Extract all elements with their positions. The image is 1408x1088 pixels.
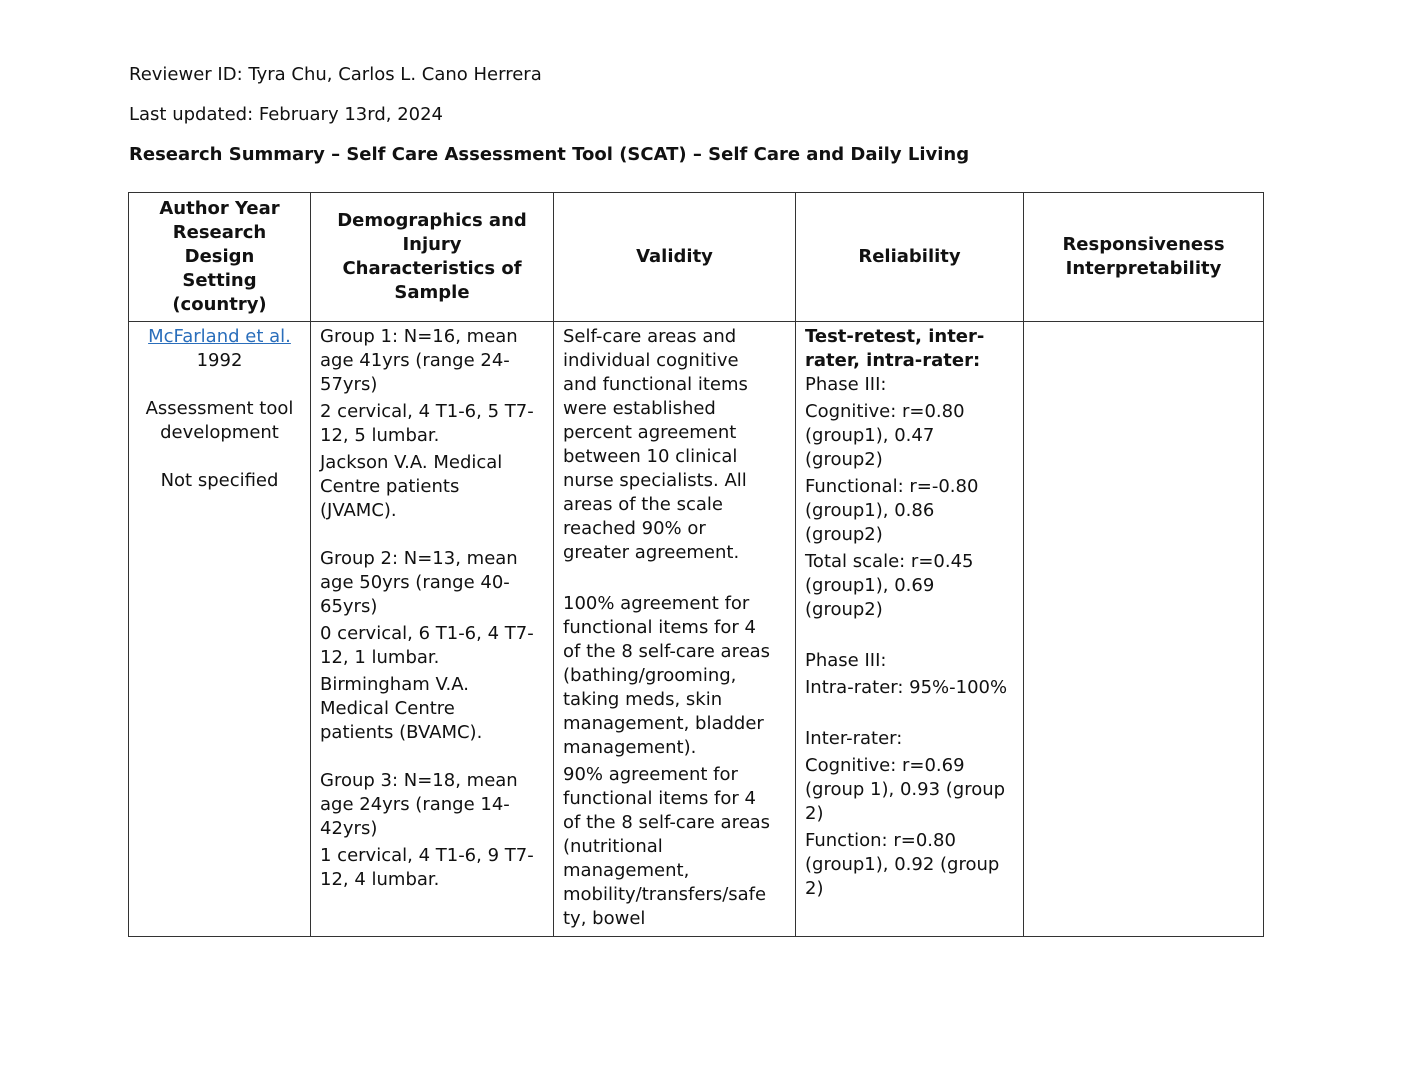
demographics-line: 12, 5 lumbar.	[320, 425, 440, 446]
reliability-line: Cognitive: r=0.69	[805, 755, 965, 776]
validity-line: functional items for 4	[563, 617, 756, 638]
header-author-line: Author Year	[159, 198, 280, 219]
reliability-line: (group 1), 0.93 (group	[805, 779, 1006, 800]
header-author	[129, 193, 311, 322]
demographics-line: 2 cervical, 4 T1-6, 5 T7-	[320, 401, 534, 422]
last-updated: Last updated: February 13rd, 2024	[129, 104, 443, 125]
validity-line: and functional items	[563, 374, 748, 395]
validity-line: 90% agreement for	[563, 764, 738, 785]
demographics-line: (JVAMC).	[320, 500, 397, 521]
demographics-line: 57yrs)	[320, 374, 378, 395]
header-demographics-line: Demographics and	[337, 210, 527, 231]
cell-author	[129, 322, 311, 937]
header-author-line: (country)	[172, 294, 267, 315]
table-header-row	[129, 193, 1264, 322]
reliability-line: Function: r=0.80	[805, 830, 956, 851]
study-year: 1992	[196, 350, 243, 371]
demographics-line: Jackson V.A. Medical	[320, 452, 503, 473]
demographics-line: Centre patients	[320, 476, 460, 497]
header-responsiveness	[1024, 193, 1264, 322]
validity-line: management).	[563, 737, 697, 758]
validity-line: of the 8 self-care areas	[563, 812, 771, 833]
header-demographics-line: Characteristics of	[342, 258, 522, 279]
table-row	[129, 322, 1264, 937]
reliability-heading: rater, intra-rater:	[805, 350, 981, 371]
reviewer-id: Reviewer ID: Tyra Chu, Carlos L. Cano Herrera	[129, 64, 542, 85]
validity-line: (bathing/grooming,	[563, 665, 737, 686]
demographics-line: Group 3: N=18, mean	[320, 770, 518, 791]
reliability-line: Functional: r=-0.80	[805, 476, 979, 497]
demographics-line: 12, 1 lumbar.	[320, 647, 440, 668]
reliability-line: (group1), 0.86	[805, 500, 935, 521]
reliability-line: (group2)	[805, 449, 883, 470]
cell-validity	[554, 322, 796, 937]
demographics-line: Birmingham V.A.	[320, 674, 469, 695]
demographics-line: age 50yrs (range 40-	[320, 572, 510, 593]
validity-line: individual cognitive	[563, 350, 739, 371]
reliability-line: (group1), 0.92 (group	[805, 854, 1000, 875]
validity-line: taking meds, skin	[563, 689, 723, 710]
header-author-line: Design	[184, 246, 255, 267]
validity-line: reached 90% or	[563, 518, 706, 539]
header-reliability: Reliability	[796, 193, 1024, 322]
header-demographics-line: Sample	[394, 282, 470, 303]
reliability-line: Cognitive: r=0.80	[805, 401, 965, 422]
research-design-line: development	[160, 422, 279, 443]
header-demographics-line: Injury	[402, 234, 462, 255]
validity-line: between 10 clinical	[563, 446, 738, 467]
validity-line: management, bladder	[563, 713, 764, 734]
validity-line: were established	[563, 398, 716, 419]
demographics-line: 1 cervical, 4 T1-6, 9 T7-	[320, 845, 534, 866]
validity-line: mobility/transfers/safe	[563, 884, 767, 905]
header-responsiveness-line: Interpretability	[1065, 258, 1222, 279]
validity-line: greater agreement.	[563, 542, 740, 563]
header-demographics	[311, 193, 554, 322]
validity-line: percent agreement	[563, 422, 737, 443]
reliability-line: (group2)	[805, 599, 883, 620]
reliability-line: Total scale: r=0.45	[805, 551, 974, 572]
reliability-line: Inter-rater:	[805, 728, 903, 749]
demographics-line: Medical Centre	[320, 698, 455, 719]
cell-reliability	[796, 322, 1024, 937]
demographics-line: 0 cervical, 6 T1-6, 4 T7-	[320, 623, 534, 644]
reliability-line: (group1), 0.47	[805, 425, 935, 446]
reliability-line: Phase III:	[805, 650, 887, 671]
reliability-line: Phase III:	[805, 374, 887, 395]
demographics-line: age 24yrs (range 14-	[320, 794, 510, 815]
header-validity: Validity	[554, 193, 796, 322]
demographics-line: 65yrs)	[320, 596, 378, 617]
author-link[interactable]: McFarland et al.	[148, 326, 291, 347]
header-responsiveness-line: Responsiveness	[1062, 234, 1225, 255]
demographics-line: patients (BVAMC).	[320, 722, 483, 743]
validity-line: functional items for 4	[563, 788, 756, 809]
header-author-line: Research	[172, 222, 267, 243]
validity-line: Self-care areas and	[563, 326, 737, 347]
demographics-line: Group 1: N=16, mean	[320, 326, 518, 347]
reliability-heading: Test-retest, inter-	[805, 326, 985, 347]
demographics-line: age 41yrs (range 24-	[320, 350, 510, 371]
demographics-line: Group 2: N=13, mean	[320, 548, 518, 569]
validity-line: management,	[563, 860, 690, 881]
validity-line: 100% agreement for	[563, 593, 750, 614]
cell-responsiveness	[1024, 322, 1264, 937]
research-design-line: Assessment tool	[145, 398, 294, 419]
reliability-line: 2)	[805, 803, 824, 824]
reliability-line: Intra-rater: 95%-100%	[805, 677, 1008, 698]
validity-line: areas of the scale	[563, 494, 723, 515]
validity-line: nurse specialists. All	[563, 470, 747, 491]
demographics-line: 42yrs)	[320, 818, 378, 839]
validity-line: ty, bowel	[563, 908, 646, 929]
reliability-line: 2)	[805, 878, 824, 899]
demographics-line: 12, 4 lumbar.	[320, 869, 440, 890]
header-author-line: Setting	[182, 270, 257, 291]
cell-demographics	[311, 322, 554, 937]
validity-line: (nutritional	[563, 836, 663, 857]
reliability-line: (group2)	[805, 524, 883, 545]
research-summary-table	[128, 192, 1264, 937]
reliability-line: (group1), 0.69	[805, 575, 935, 596]
validity-line: of the 8 self-care areas	[563, 641, 771, 662]
study-setting: Not specified	[160, 470, 279, 491]
document-title: Research Summary – Self Care Assessment Tool (SCAT) – Self Care and Daily Living	[129, 144, 970, 165]
